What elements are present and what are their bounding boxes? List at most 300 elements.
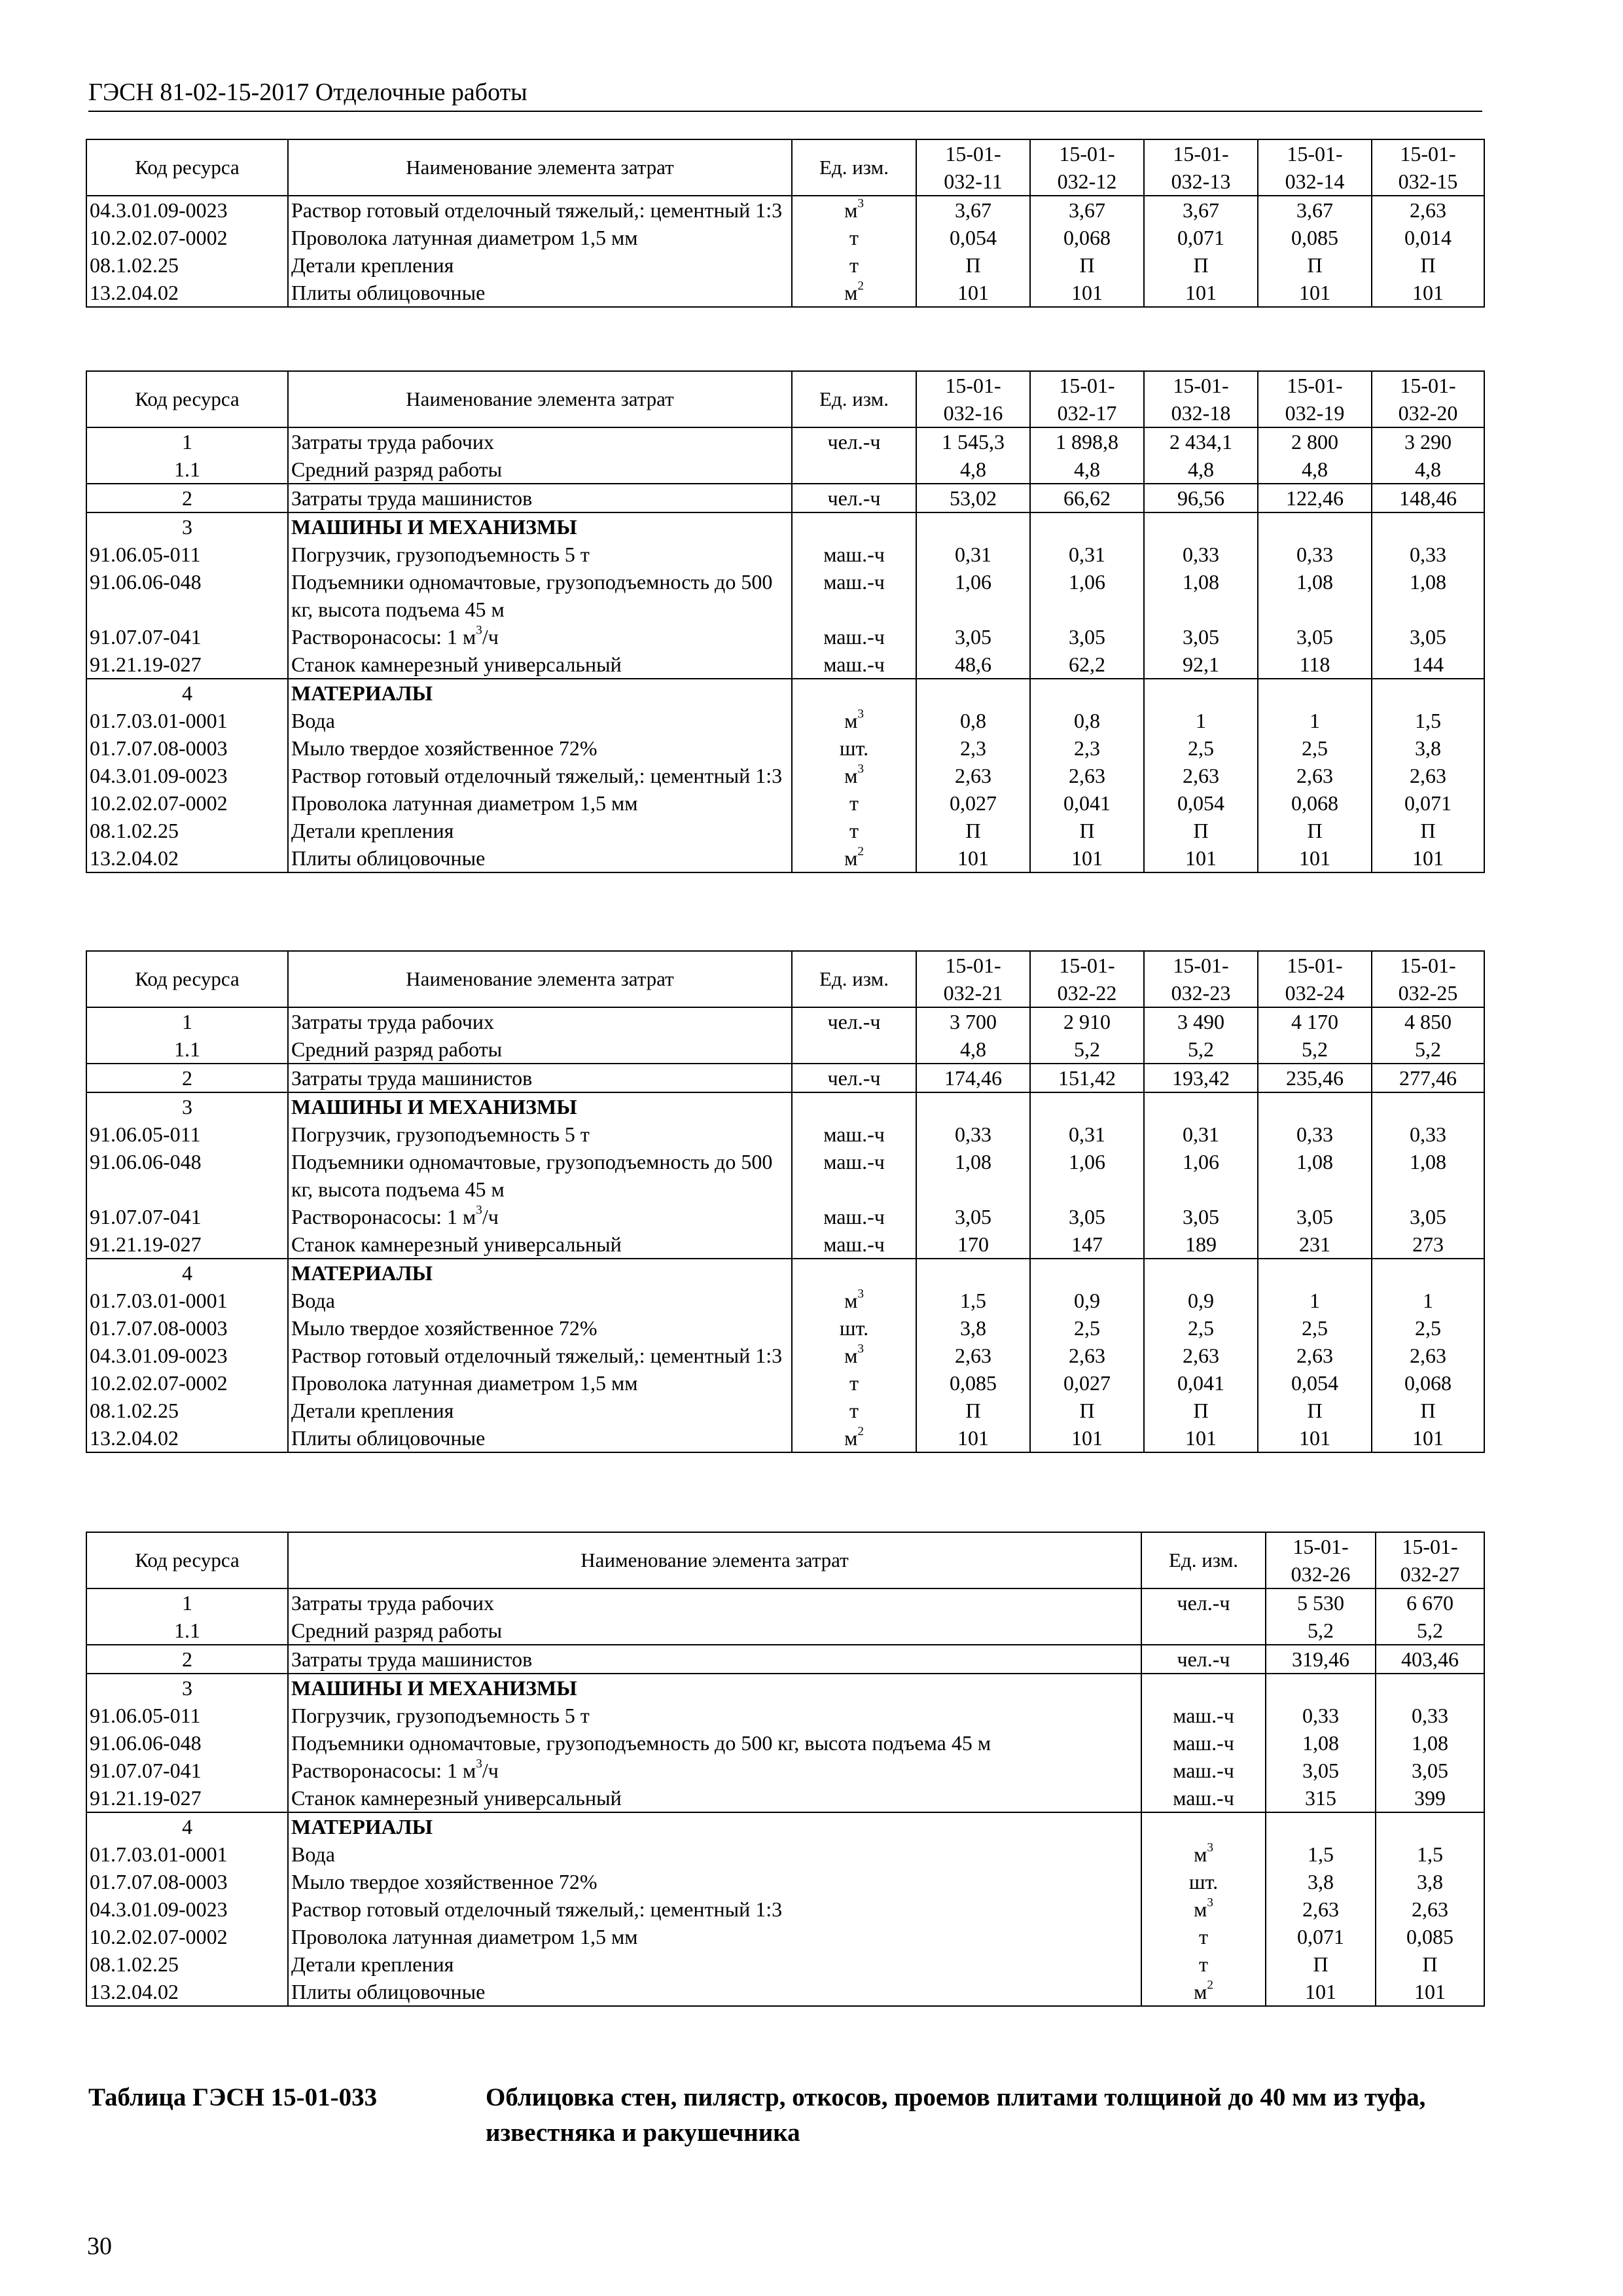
resource-name <box>288 707 792 734</box>
unit-superscript: 3 <box>857 1287 864 1301</box>
norm-code-part: 032-27 <box>1400 1562 1460 1586</box>
resource-name-text: Затраты труда машинистов <box>291 1066 533 1090</box>
unit-cell <box>792 568 916 623</box>
unit-header: Ед. изм. <box>792 951 916 1007</box>
unit-text: шт. <box>839 1316 869 1340</box>
value-cell: 0,071 <box>1372 789 1484 817</box>
value-cell: 193,42 <box>1144 1064 1258 1092</box>
resource-name-text: Детали крепления <box>291 1952 454 1976</box>
unit-text: м <box>844 846 858 870</box>
value-cell: П <box>1372 251 1484 279</box>
unit-text: т <box>849 226 859 249</box>
table-row <box>86 1064 1484 1092</box>
unit-cell <box>792 1259 916 1287</box>
value-cell: 101 <box>916 844 1030 872</box>
value-cell: 92,1 <box>1144 651 1258 679</box>
value-cell: 0,041 <box>1144 1369 1258 1397</box>
norm-code-part: 15-01- <box>1400 954 1456 977</box>
value-cell <box>1030 679 1144 707</box>
norm-code-part: 15-01- <box>1173 954 1229 977</box>
unit-text: чел.-ч <box>827 486 881 510</box>
resource-name-text: Погрузчик, грузоподъемность 5 т <box>291 1704 590 1727</box>
unit-cell <box>792 679 916 707</box>
resource-name <box>288 817 792 844</box>
norm-code-part: 032-16 <box>943 401 1003 425</box>
resource-name <box>288 1757 1141 1784</box>
table-row <box>86 1784 1484 1812</box>
unit-cell <box>792 484 916 512</box>
resource-name-text: Детали крепления <box>291 1399 454 1422</box>
norm-column-header <box>1258 139 1372 196</box>
value-cell: 151,42 <box>1030 1064 1144 1092</box>
table-row <box>86 1259 1484 1287</box>
value-cell: П <box>1144 817 1258 844</box>
unit-cell <box>792 1092 916 1121</box>
norm-code-part: 15-01- <box>1173 374 1229 397</box>
table-row <box>86 1035 1484 1064</box>
value-cell: 2,63 <box>1144 1342 1258 1369</box>
resource-name-text: Погрузчик, грузоподъемность 5 т <box>291 1122 590 1146</box>
resource-name-text: Растворонасосы: 1 м <box>291 625 476 649</box>
unit-cell <box>1141 1702 1266 1729</box>
value-cell: 101 <box>916 279 1030 307</box>
value-cell: П <box>1144 1397 1258 1424</box>
table-row <box>86 1729 1484 1757</box>
value-cell: 4,8 <box>916 1035 1030 1064</box>
value-cell: 0,014 <box>1372 224 1484 251</box>
resource-code: 2 <box>86 484 288 512</box>
value-cell: 2,63 <box>1372 1342 1484 1369</box>
unit-cell <box>792 734 916 762</box>
norm-code-part: 032-26 <box>1291 1562 1351 1586</box>
header-row <box>86 371 1484 427</box>
unit-cell <box>792 1369 916 1397</box>
table-row <box>86 762 1484 789</box>
resource-name-text: Детали крепления <box>291 819 454 842</box>
value-cell: 2,3 <box>1030 734 1144 762</box>
value-cell: 1,08 <box>1372 1148 1484 1203</box>
value-cell: 101 <box>1266 1978 1376 2006</box>
value-cell: 2 800 <box>1258 427 1372 456</box>
unit-text: т <box>849 819 859 842</box>
resource-name <box>288 1342 792 1369</box>
resource-code: 01.7.07.08-0003 <box>86 734 288 762</box>
resource-name <box>288 1203 792 1230</box>
unit-text: маш.-ч <box>1173 1731 1234 1755</box>
unit-cell <box>792 1064 916 1092</box>
table-row <box>86 1645 1484 1674</box>
resource-name-text: МАШИНЫ И МЕХАНИЗМЫ <box>291 1676 577 1700</box>
resource-name-text: Детали крепления <box>291 253 454 277</box>
resource-code: 3 <box>86 1092 288 1121</box>
value-cell: 101 <box>1030 1424 1144 1452</box>
unit-cell <box>792 427 916 456</box>
value-cell: 5,2 <box>1144 1035 1258 1064</box>
resource-code: 04.3.01.09-0023 <box>86 196 288 224</box>
value-cell <box>1376 1812 1484 1840</box>
resource-name-text: Раствор готовый отделочный тяжелый,: цементный 1:3 <box>291 198 783 222</box>
norm-column-header <box>1030 371 1144 427</box>
resource-name <box>288 1923 1141 1950</box>
resource-name <box>288 734 792 762</box>
value-cell: 2,63 <box>1376 1895 1484 1923</box>
code-header: Код ресурса <box>86 1532 288 1588</box>
norm-code-part: 15-01- <box>1287 374 1343 397</box>
value-cell <box>1258 512 1372 541</box>
norm-column-header <box>1030 139 1144 196</box>
resource-name <box>288 427 792 456</box>
value-cell: 1,08 <box>1258 568 1372 623</box>
value-cell: 3,8 <box>1266 1868 1376 1895</box>
norm-code-part: 032-23 <box>1171 981 1231 1005</box>
value-cell: 0,33 <box>1376 1702 1484 1729</box>
resource-name <box>288 1588 1141 1617</box>
norm-code-part: 032-22 <box>1057 981 1117 1005</box>
value-cell: 3,67 <box>1030 196 1144 224</box>
value-cell: 3,05 <box>1144 623 1258 651</box>
value-cell: 101 <box>1372 1424 1484 1452</box>
resource-name-text: Затраты труда рабочих <box>291 1591 494 1615</box>
resource-name-text: Проволока латунная диаметром 1,5 мм <box>291 1925 638 1948</box>
value-cell: 4,8 <box>916 456 1030 484</box>
value-cell: 2,63 <box>1258 1342 1372 1369</box>
norm-code-part: 032-12 <box>1057 170 1117 193</box>
unit-text: т <box>849 791 859 815</box>
resource-name-text: Подъемники одномачтовые, грузоподъемность до 500 кг, высота подъема 45 м <box>291 1731 991 1755</box>
value-cell <box>916 1259 1030 1287</box>
resource-name <box>288 1424 792 1452</box>
table-row <box>86 1895 1484 1923</box>
norm-code-part: 15-01- <box>1173 142 1229 166</box>
unit-cell <box>792 251 916 279</box>
norm-code-part: 15-01- <box>1059 142 1115 166</box>
unit-text: чел.-ч <box>827 430 881 454</box>
unit-cell <box>792 623 916 651</box>
resource-code: 91.06.05-011 <box>86 1121 288 1148</box>
resource-code: 04.3.01.09-0023 <box>86 1342 288 1369</box>
norm-code-part: 15-01- <box>1059 954 1115 977</box>
name-header: Наименование элемента затрат <box>288 139 792 196</box>
value-cell: П <box>916 251 1030 279</box>
unit-text: маш.-ч <box>823 1122 885 1146</box>
resource-name <box>288 568 792 623</box>
value-cell: 0,9 <box>1030 1287 1144 1314</box>
resource-code: 10.2.02.07-0002 <box>86 789 288 817</box>
table-row <box>86 1588 1484 1617</box>
resource-name <box>288 1314 792 1342</box>
unit-cell <box>1141 1895 1266 1923</box>
unit-cell <box>1141 1923 1266 1950</box>
value-cell: 399 <box>1376 1784 1484 1812</box>
unit-cell <box>1141 1978 1266 2006</box>
value-cell: 48,6 <box>916 651 1030 679</box>
resource-name-text: Затраты труда машинистов <box>291 486 533 510</box>
unit-superscript: 3 <box>857 1342 864 1356</box>
value-cell: 0,33 <box>1258 1121 1372 1148</box>
resource-name-text: Мыло твердое хозяйственное 72% <box>291 1870 597 1893</box>
value-cell: 4 850 <box>1372 1007 1484 1035</box>
norm-code-part: 032-24 <box>1285 981 1345 1005</box>
table-row <box>86 568 1484 623</box>
norm-column-header <box>1258 371 1372 427</box>
value-cell: 1,06 <box>916 568 1030 623</box>
unit-cell <box>1141 1645 1266 1674</box>
value-cell: 0,068 <box>1258 789 1372 817</box>
name-superscript: 3 <box>476 623 482 637</box>
resource-name-text: Затраты труда рабочих <box>291 1010 494 1033</box>
resource-code: 01.7.07.08-0003 <box>86 1314 288 1342</box>
value-cell: 4,8 <box>1372 456 1484 484</box>
resource-code: 13.2.04.02 <box>86 279 288 307</box>
resource-name-text: Вода <box>291 709 335 732</box>
resource-name <box>288 1950 1141 1978</box>
value-cell: 1,06 <box>1030 568 1144 623</box>
table-row <box>86 1617 1484 1645</box>
unit-superscript: 3 <box>857 707 864 721</box>
value-cell: П <box>1258 817 1372 844</box>
unit-text: чел.-ч <box>1177 1647 1230 1671</box>
norm-column-header <box>1144 951 1258 1007</box>
resource-code: 01.7.07.08-0003 <box>86 1868 288 1895</box>
resource-name-text: Вода <box>291 1842 335 1866</box>
resource-name <box>288 196 792 224</box>
table-row <box>86 651 1484 679</box>
value-cell <box>1266 1674 1376 1702</box>
caption-title: Облицовка стен, пилястр, откосов, проемов плитами толщиной до 40 мм из туфа, известняка и ракушечника <box>486 2083 1426 2147</box>
value-cell: 0,054 <box>1144 789 1258 817</box>
resource-code: 91.21.19-027 <box>86 651 288 679</box>
unit-cell <box>792 1035 916 1064</box>
resource-name <box>288 1230 792 1259</box>
norm-code-part: 032-14 <box>1285 170 1345 193</box>
value-cell: 66,62 <box>1030 484 1144 512</box>
value-cell: 101 <box>1372 279 1484 307</box>
resource-name <box>288 1729 1141 1757</box>
unit-cell <box>1141 1840 1266 1868</box>
table-row <box>86 817 1484 844</box>
value-cell: 0,9 <box>1144 1287 1258 1314</box>
norm-code-part: 032-17 <box>1057 401 1117 425</box>
unit-superscript: 2 <box>857 1424 864 1439</box>
value-cell: 2 434,1 <box>1144 427 1258 456</box>
value-cell: 2,5 <box>1372 1314 1484 1342</box>
value-cell: 3,05 <box>1376 1757 1484 1784</box>
value-cell <box>916 512 1030 541</box>
value-cell: 147 <box>1030 1230 1144 1259</box>
value-cell: 5 530 <box>1266 1588 1376 1617</box>
resource-name-text: Раствор готовый отделочный тяжелый,: цементный 1:3 <box>291 1344 783 1367</box>
table-row <box>86 1950 1484 1978</box>
table-row <box>86 1342 1484 1369</box>
value-cell: 1 <box>1144 707 1258 734</box>
value-cell: 101 <box>1258 1424 1372 1452</box>
resource-name-text: Плиты облицовочные <box>291 281 486 304</box>
unit-header: Ед. изм. <box>792 371 916 427</box>
resource-name <box>288 1617 1141 1645</box>
table-row <box>86 707 1484 734</box>
unit-cell <box>792 1203 916 1230</box>
resource-name-text: Плиты облицовочные <box>291 1980 486 2003</box>
value-cell: 0,33 <box>1372 1121 1484 1148</box>
unit-text: чел.-ч <box>1177 1591 1230 1615</box>
resource-code: 1.1 <box>86 1035 288 1064</box>
resource-table-2 <box>86 370 1485 873</box>
value-cell: 2,63 <box>1030 1342 1144 1369</box>
resource-code: 4 <box>86 679 288 707</box>
value-cell: 1,08 <box>1258 1148 1372 1203</box>
value-cell: 2,63 <box>1372 762 1484 789</box>
table-row <box>86 484 1484 512</box>
unit-text: м <box>1194 1842 1207 1866</box>
resource-name-text: Станок камнерезный универсальный <box>291 1232 622 1256</box>
unit-cell <box>1141 1868 1266 1895</box>
value-cell: 1 545,3 <box>916 427 1030 456</box>
table-row <box>86 1092 1484 1121</box>
value-cell: 2,63 <box>916 1342 1030 1369</box>
resource-name <box>288 1121 792 1148</box>
unit-text: м <box>844 764 858 787</box>
value-cell: 3,05 <box>916 623 1030 651</box>
value-cell <box>1266 1812 1376 1840</box>
unit-text: м <box>1194 1897 1207 1921</box>
value-cell <box>1372 1259 1484 1287</box>
value-cell: 3 290 <box>1372 427 1484 456</box>
unit-text: маш.-ч <box>1173 1759 1234 1782</box>
unit-text: маш.-ч <box>823 1205 885 1229</box>
resource-name <box>288 1895 1141 1923</box>
resource-code: 91.21.19-027 <box>86 1230 288 1259</box>
resource-name-text: Проволока латунная диаметром 1,5 мм <box>291 1371 638 1395</box>
table-row <box>86 1369 1484 1397</box>
table-row <box>86 1424 1484 1452</box>
norm-column-header <box>1144 371 1258 427</box>
norm-column-header <box>916 371 1030 427</box>
resource-name-text: Раствор готовый отделочный тяжелый,: цементный 1:3 <box>291 1897 783 1921</box>
value-cell: 3,05 <box>1030 1203 1144 1230</box>
value-cell <box>1030 1259 1144 1287</box>
value-cell: 5,2 <box>1258 1035 1372 1064</box>
name-superscript: 3 <box>476 1757 482 1771</box>
unit-cell <box>1141 1950 1266 1978</box>
norm-column-header <box>1376 1532 1484 1588</box>
value-cell: 5,2 <box>1376 1617 1484 1645</box>
norm-code-part: 032-19 <box>1285 401 1345 425</box>
table-row <box>86 1978 1484 2006</box>
unit-cell <box>792 1007 916 1035</box>
resource-code: 3 <box>86 1674 288 1702</box>
value-cell: 4,8 <box>1030 456 1144 484</box>
resource-name-text: МАШИНЫ И МЕХАНИЗМЫ <box>291 1095 577 1119</box>
resource-name-text: МАТЕРИАЛЫ <box>291 1261 433 1285</box>
table-row <box>86 1702 1484 1729</box>
value-cell: 2,5 <box>1030 1314 1144 1342</box>
unit-cell <box>792 707 916 734</box>
resource-name-text: Растворонасосы: 1 м <box>291 1759 476 1782</box>
value-cell: П <box>1258 1397 1372 1424</box>
unit-text: маш.-ч <box>823 543 885 566</box>
unit-text: т <box>849 1371 859 1395</box>
name-suffix: /ч <box>482 1759 499 1782</box>
table-row <box>86 196 1484 224</box>
resource-name-text: Вода <box>291 1289 335 1312</box>
value-cell: 0,027 <box>1030 1369 1144 1397</box>
unit-cell <box>792 1342 916 1369</box>
value-cell: 0,027 <box>916 789 1030 817</box>
resource-code: 13.2.04.02 <box>86 1978 288 2006</box>
value-cell: 3,05 <box>1372 623 1484 651</box>
unit-cell <box>792 1230 916 1259</box>
resource-name <box>288 762 792 789</box>
resource-name-text: Плиты облицовочные <box>291 1426 486 1450</box>
resource-name <box>288 1702 1141 1729</box>
unit-text: шт. <box>1188 1870 1219 1893</box>
unit-text: т <box>849 253 859 277</box>
norm-column-header <box>1372 139 1484 196</box>
resource-code: 1 <box>86 1588 288 1617</box>
norm-column-header <box>1144 139 1258 196</box>
unit-text: чел.-ч <box>827 1066 881 1090</box>
resource-code: 2 <box>86 1645 288 1674</box>
value-cell: 235,46 <box>1258 1064 1372 1092</box>
norm-code-part: 032-15 <box>1398 170 1458 193</box>
resource-name-text: Проволока латунная диаметром 1,5 мм <box>291 791 638 815</box>
value-cell: 1 898,8 <box>1030 427 1144 456</box>
value-cell: 0,085 <box>916 1369 1030 1397</box>
value-cell: П <box>1030 251 1144 279</box>
resource-code: 91.07.07-041 <box>86 1757 288 1784</box>
resource-name <box>288 1840 1141 1868</box>
value-cell <box>1372 1092 1484 1121</box>
value-cell: 0,8 <box>1030 707 1144 734</box>
value-cell: 0,085 <box>1258 224 1372 251</box>
resource-name-text: Раствор готовый отделочный тяжелый,: цементный 1:3 <box>291 764 783 787</box>
norm-code-part: 15-01- <box>945 954 1001 977</box>
value-cell: 4,8 <box>1144 456 1258 484</box>
resource-name <box>288 456 792 484</box>
unit-cell <box>792 789 916 817</box>
value-cell: 277,46 <box>1372 1064 1484 1092</box>
table-row <box>86 623 1484 651</box>
name-suffix: /ч <box>482 1205 499 1229</box>
resource-name <box>288 1868 1141 1895</box>
unit-text: м <box>1194 1980 1207 2003</box>
value-cell: 315 <box>1266 1784 1376 1812</box>
resource-code: 1 <box>86 427 288 456</box>
norm-column-header <box>916 139 1030 196</box>
name-header: Наименование элемента затрат <box>288 371 792 427</box>
resource-code: 13.2.04.02 <box>86 844 288 872</box>
value-cell: 3,05 <box>1030 623 1144 651</box>
unit-text: м <box>844 1344 858 1367</box>
resource-name <box>288 251 792 279</box>
table-row <box>86 1757 1484 1784</box>
resource-code: 3 <box>86 512 288 541</box>
value-cell: П <box>1372 1397 1484 1424</box>
value-cell: 3,8 <box>1372 734 1484 762</box>
value-cell: 0,054 <box>1258 1369 1372 1397</box>
norm-code-part: 15-01- <box>945 374 1001 397</box>
resource-name <box>288 623 792 651</box>
resource-name <box>288 789 792 817</box>
value-cell: 101 <box>1376 1978 1484 2006</box>
resource-code: 1.1 <box>86 1617 288 1645</box>
value-cell: 273 <box>1372 1230 1484 1259</box>
unit-superscript: 3 <box>1207 1895 1213 1910</box>
resource-code: 1.1 <box>86 456 288 484</box>
value-cell: 403,46 <box>1376 1645 1484 1674</box>
table-row <box>86 1121 1484 1148</box>
unit-cell <box>792 279 916 307</box>
